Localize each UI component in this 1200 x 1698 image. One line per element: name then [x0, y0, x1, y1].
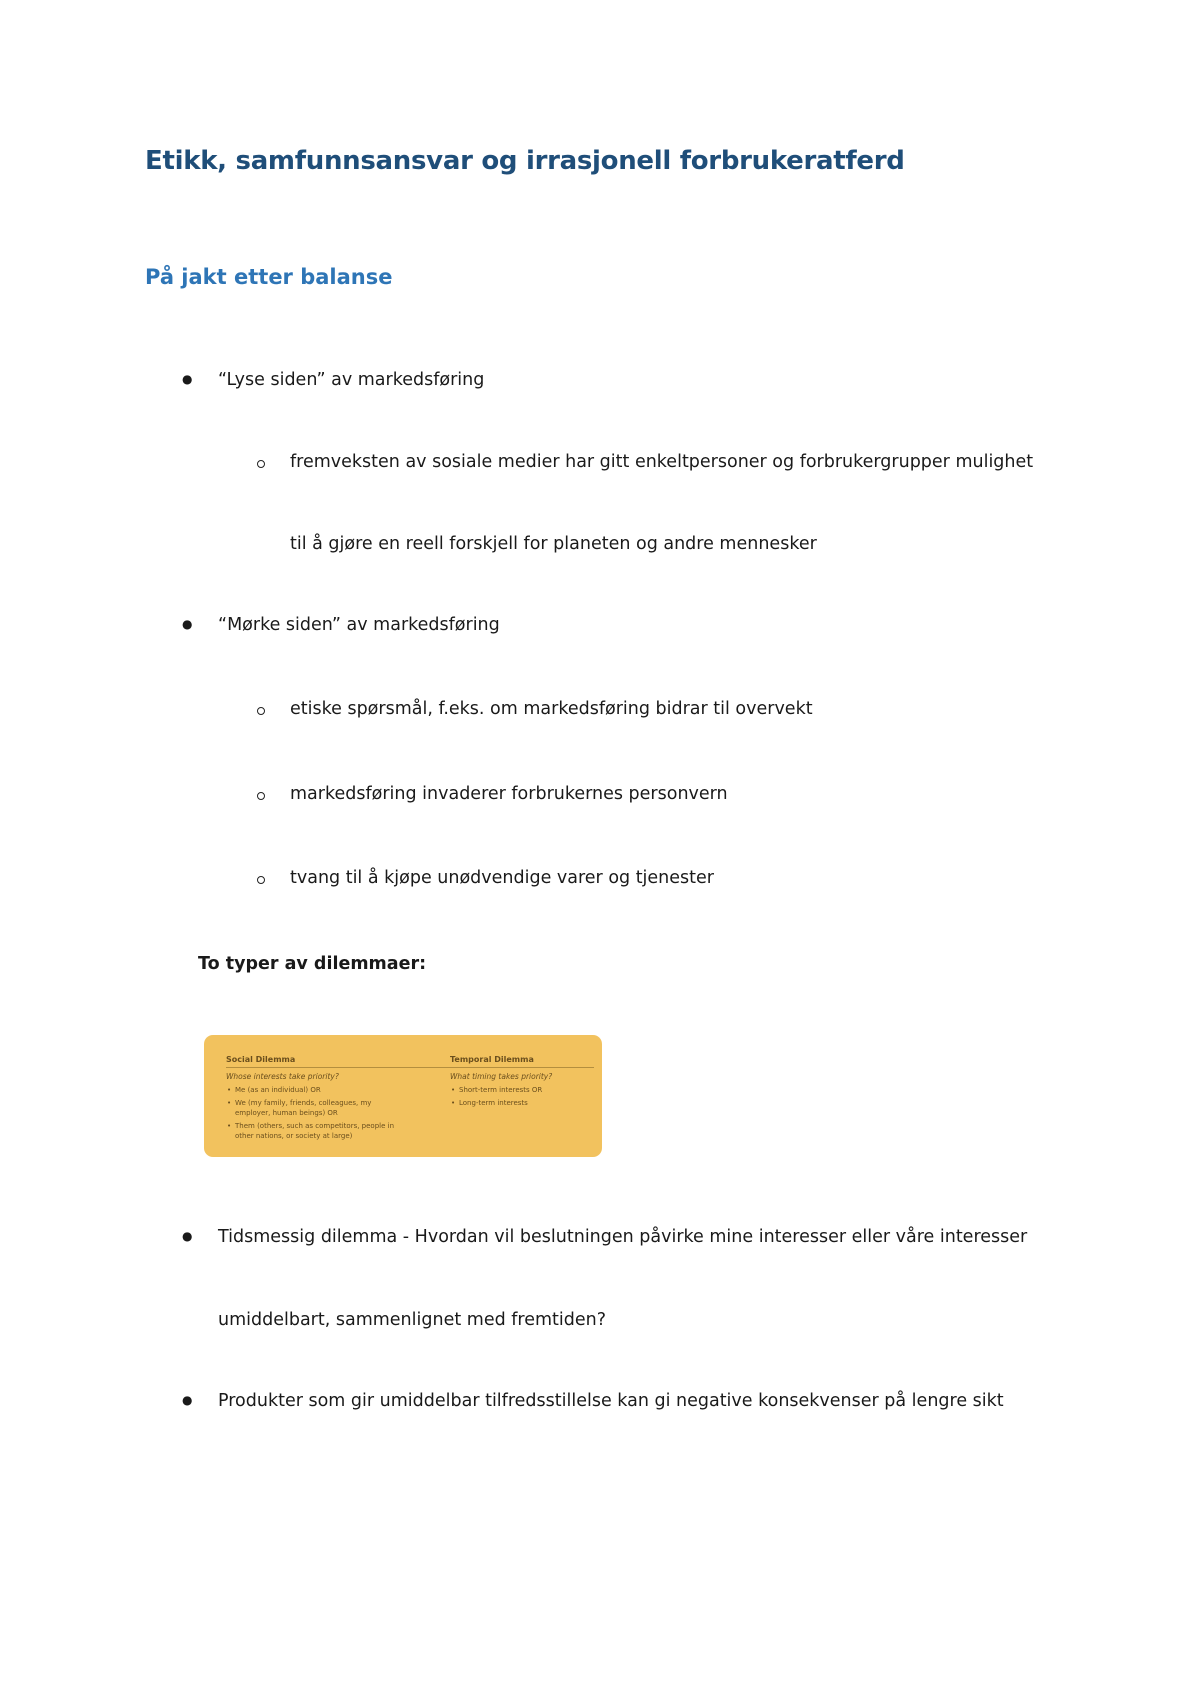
section-heading: På jakt etter balanse	[145, 265, 393, 289]
list-item-temporal-dilemma-cont: umiddelbart, sammenlignet med fremtiden?	[218, 1310, 607, 1330]
circle-bullet-icon	[257, 876, 265, 884]
circle-bullet-icon	[257, 792, 265, 800]
page-title: Etikk, samfunnsansvar og irrasjonell forbrukeratferd	[145, 146, 905, 176]
sub-item-ethics: etiske spørsmål, f.eks. om markedsføring bidrar til overvekt	[290, 699, 813, 719]
sub-item-coercion: tvang til å kjøpe unødvendige varer og tjenester	[290, 868, 714, 888]
sub-item-privacy: markedsføring invaderer forbrukernes personvern	[290, 784, 728, 804]
bullet-icon: ●	[182, 1229, 193, 1243]
social-dilemma-title: Social Dilemma	[226, 1055, 296, 1064]
temporal-dilemma-question: What timing takes priority?	[450, 1072, 553, 1081]
bullet-icon: ●	[182, 1393, 193, 1407]
list-item-bright-side: “Lyse siden” av markedsføring	[218, 370, 485, 390]
social-dilemma-item: • Me (as an individual) OR	[235, 1085, 405, 1095]
sub-item-social-media-cont: til å gjøre en reell forskjell for planeten og andre mennesker	[290, 534, 817, 554]
list-item-dark-side: “Mørke siden” av markedsføring	[218, 615, 500, 635]
circle-bullet-icon	[257, 460, 265, 468]
social-dilemma-question: Whose interests take priority?	[226, 1072, 339, 1081]
bullet-icon: ●	[182, 372, 193, 386]
bullet-icon: ●	[182, 617, 193, 631]
list-item-gratification: Produkter som gir umiddelbar tilfredsstillelse kan gi negative konsekvenser på lengre sikt	[218, 1391, 1004, 1411]
temporal-dilemma-title: Temporal Dilemma	[450, 1055, 534, 1064]
social-dilemma-item: • We (my family, friends, colleagues, my employer, human beings) OR	[235, 1098, 405, 1118]
dilemma-figure	[204, 1035, 602, 1157]
social-dilemma-item: • Them (others, such as competitors, people in other nations, or society at large)	[235, 1121, 405, 1141]
dilemma-heading: To typer av dilemmaer:	[198, 954, 427, 974]
circle-bullet-icon	[257, 707, 265, 715]
list-item-temporal-dilemma: Tidsmessig dilemma - Hvordan vil beslutningen påvirke mine interesser eller våre interesser	[218, 1227, 1028, 1247]
temporal-dilemma-item: • Long-term interests	[459, 1098, 579, 1108]
sub-item-social-media: fremveksten av sosiale medier har gitt enkeltpersoner og forbrukergrupper mulighet	[290, 452, 1034, 472]
figure-divider	[226, 1067, 594, 1068]
temporal-dilemma-item: • Short-term interests OR	[459, 1085, 579, 1095]
